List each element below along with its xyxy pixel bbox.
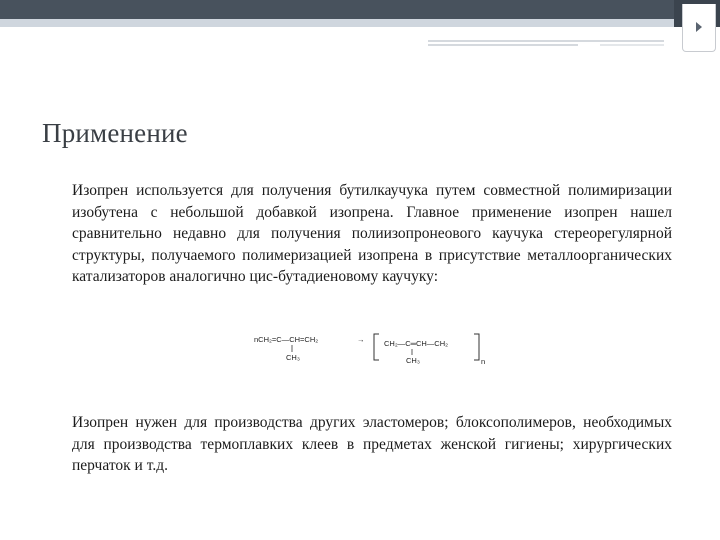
next-slide-arrow-icon (696, 22, 702, 32)
reaction-arrow: → (357, 335, 365, 344)
decorative-line (600, 44, 664, 46)
paragraph-applications: Изопрен нужен для производства других эластомеров; блоксополимеров, необходимых для производства термоплавких клеев в предметах женской гигиены; хирургических перчаток и т.д. (72, 414, 672, 474)
decorative-line (428, 44, 578, 46)
header-bar (0, 0, 720, 19)
polymer-subscript: n (481, 357, 486, 366)
paragraph-usage: Изопрен используется для получения бутилкаучука путем совместной полимиризации изобутена с небольшой добавкой изопрена. Главное применение изопрен нашел сравнительно недавно для получения полиизопронеового каучука стереорегулярной структуры, получаемого полимеризацией изопрена в присутствие металлоорганических катализаторов аналогично цис-бутадиеновому каучуку: (72, 182, 672, 285)
header-accent-bar (0, 19, 720, 27)
polymerization-formula (250, 326, 490, 374)
polymer-chain: CH₂—C═CH—CH₂ (384, 339, 449, 348)
polymer-branch: CH₃ (406, 356, 420, 365)
monomer-branch: CH₃ (286, 353, 300, 362)
monomer-chain: nCH₂=C—CH=CH₂ (254, 335, 319, 344)
slide-title: Применение (42, 118, 188, 148)
decorative-line (428, 40, 664, 42)
next-slide-tab[interactable] (682, 4, 716, 52)
